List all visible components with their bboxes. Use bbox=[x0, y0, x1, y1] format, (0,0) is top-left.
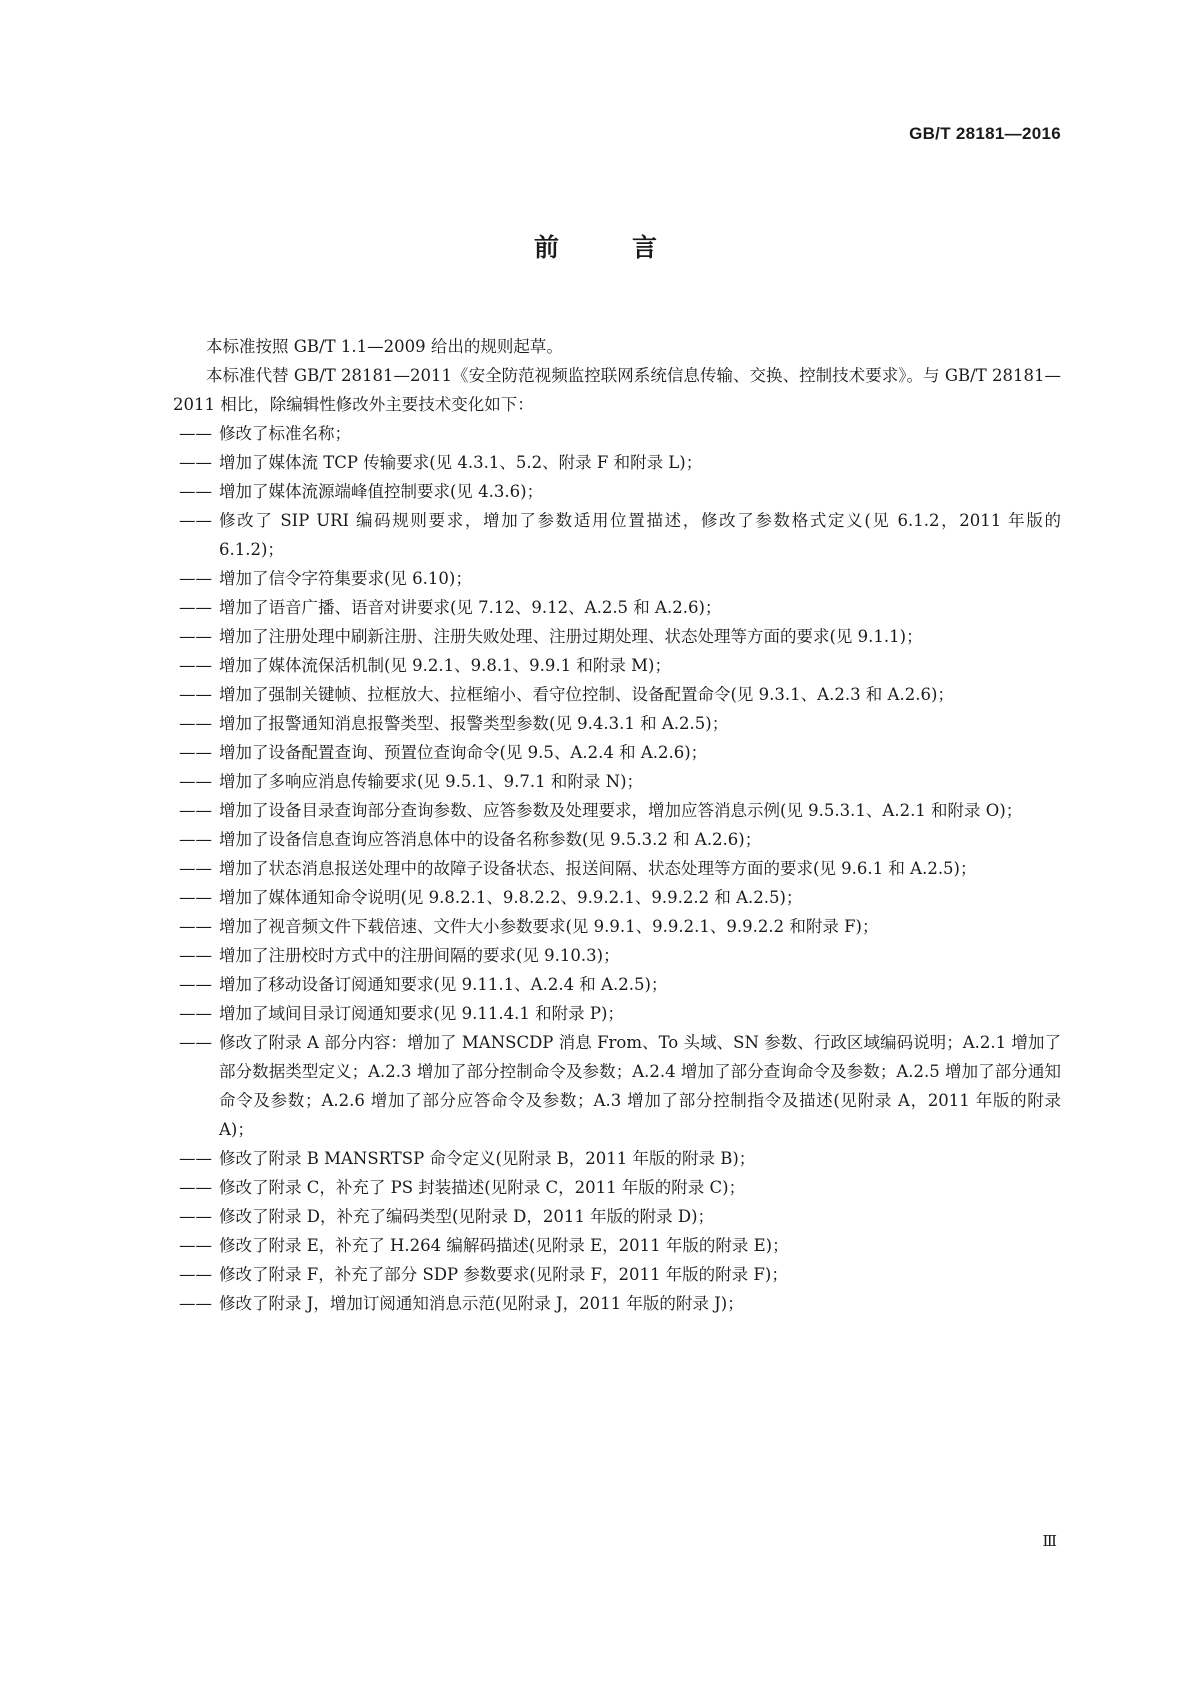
list-item-text: 增加了多响应消息传输要求(见 9.5.1、9.7.1 和附录 N)； bbox=[219, 772, 644, 791]
list-dash: —— bbox=[179, 1149, 212, 1168]
list-item-text: 增加了语音广播、语音对讲要求(见 7.12、9.12、A.2.5 和 A.2.6)； bbox=[219, 598, 722, 617]
list-item-text: 增加了视音频文件下载倍速、文件大小参数要求(见 9.9.1、9.9.2.1、9.9.2.2 和附录 F)； bbox=[219, 917, 879, 936]
list-item bbox=[174, 1028, 1061, 1144]
list-item bbox=[174, 564, 1061, 593]
list-item bbox=[174, 1260, 1061, 1289]
page-number: Ⅲ bbox=[1042, 1532, 1057, 1550]
list-item bbox=[174, 883, 1061, 912]
list-dash: —— bbox=[179, 714, 212, 733]
list-item-text: 修改了附录 E，补充了 H.264 编解码描述(见附录 E，2011 年版的附录 E)； bbox=[219, 1236, 789, 1255]
list-dash: —— bbox=[179, 801, 212, 820]
list-dash: —— bbox=[179, 1236, 212, 1255]
changes-list bbox=[174, 419, 1061, 1318]
list-item-text: 增加了设备信息查询应答消息体中的设备名称参数(见 9.5.3.2 和 A.2.6)； bbox=[219, 830, 762, 849]
list-item-text: 修改了 SIP URI 编码规则要求，增加了参数适用位置描述，修改了参数格式定义(见 6.1.2，2011 年版的 6.1.2)； bbox=[219, 511, 1061, 559]
list-dash: —— bbox=[179, 946, 212, 965]
list-dash: —— bbox=[179, 888, 212, 907]
paragraph: 本标准代替 GB/T 28181—2011《安全防范视频监控联网系统信息传输、交换、控制技术要求》。与 GB/T 28181—2011 相比，除编辑性修改外主要技术变化如下： bbox=[173, 366, 1061, 414]
list-item bbox=[174, 941, 1061, 970]
list-item-text: 增加了媒体流保活机制(见 9.2.1、9.8.1、9.9.1 和附录 M)； bbox=[219, 656, 671, 675]
list-dash: —— bbox=[179, 830, 212, 849]
document-body bbox=[174, 332, 1061, 1318]
list-item-text: 增加了状态消息报送处理中的故障子设备状态、报送间隔、状态处理等方面的要求(见 9.6.1 和 A.2.5)； bbox=[219, 859, 977, 878]
list-dash: —— bbox=[179, 1265, 212, 1284]
list-dash: —— bbox=[179, 1178, 212, 1197]
list-dash: —— bbox=[179, 424, 212, 443]
list-dash: —— bbox=[179, 975, 212, 994]
list-dash: —— bbox=[179, 772, 212, 791]
list-item bbox=[174, 1173, 1061, 1202]
list-item bbox=[174, 999, 1061, 1028]
list-item bbox=[174, 796, 1061, 825]
list-dash: —— bbox=[179, 453, 212, 472]
list-item-text: 增加了设备配置查询、预置位查询命令(见 9.5、A.2.4 和 A.2.6)； bbox=[219, 743, 708, 762]
list-item-text: 增加了媒体流 TCP 传输要求(见 4.3.1、5.2、附录 F 和附录 L)； bbox=[219, 453, 703, 472]
list-item-text: 修改了附录 A 部分内容：增加了 MANSCDP 消息 From、To 头域、SN 参数、行政区域编码说明；A.2.1 增加了部分数据类型定义；A.2.3 增加了部分控制命令及参数；A.2.4 增加了部分查询命令及参数；A.2.5 增加了部分通知命令及参数；A.2.6 增加了部分应答命令及参数；A.3 增加了部分控制指令及描述(见附录 A，2011 年版的附录 A)； bbox=[219, 1033, 1061, 1139]
list-item bbox=[174, 854, 1061, 883]
list-item-text: 修改了附录 F，补充了部分 SDP 参数要求(见附录 F，2011 年版的附录 F)； bbox=[219, 1265, 788, 1284]
list-item-text: 增加了报警通知消息报警类型、报警类型参数(见 9.4.3.1 和 A.2.5)； bbox=[219, 714, 729, 733]
list-item-text: 修改了附录 D，补充了编码类型(见附录 D，2011 年版的附录 D)； bbox=[219, 1207, 715, 1226]
list-dash: —— bbox=[179, 1033, 212, 1052]
list-item bbox=[174, 680, 1061, 709]
list-item-text: 增加了注册处理中刷新注册、注册失败处理、注册过期处理、状态处理等方面的要求(见 9.1.1)； bbox=[219, 627, 923, 646]
list-item bbox=[174, 593, 1061, 622]
list-item bbox=[174, 477, 1061, 506]
list-item bbox=[174, 738, 1061, 767]
list-item bbox=[174, 1289, 1061, 1318]
list-dash: —— bbox=[179, 685, 212, 704]
list-dash: —— bbox=[179, 598, 212, 617]
list-dash: —— bbox=[179, 917, 212, 936]
list-dash: —— bbox=[179, 1207, 212, 1226]
list-dash: —— bbox=[179, 482, 212, 501]
list-dash: —— bbox=[179, 1294, 212, 1313]
page-title: 前 言 bbox=[533, 233, 681, 262]
list-item-text: 修改了附录 B MANSRTSP 命令定义(见附录 B，2011 年版的附录 B)； bbox=[219, 1149, 756, 1168]
list-item-text: 修改了附录 C，补充了 PS 封装描述(见附录 C，2011 年版的附录 C)； bbox=[219, 1178, 746, 1197]
list-dash: —— bbox=[179, 1004, 212, 1023]
list-item bbox=[174, 825, 1061, 854]
list-item bbox=[174, 651, 1061, 680]
paragraph: 本标准按照 GB/T 1.1—2009 给出的规则起草。 bbox=[206, 337, 563, 356]
list-dash: —— bbox=[179, 511, 212, 530]
list-item bbox=[174, 912, 1061, 941]
list-item-text: 增加了媒体流源端峰值控制要求(见 4.3.6)； bbox=[219, 482, 544, 501]
list-dash: —— bbox=[179, 569, 212, 588]
list-item bbox=[174, 767, 1061, 796]
list-dash: —— bbox=[179, 743, 212, 762]
list-dash: —— bbox=[179, 656, 212, 675]
list-item bbox=[174, 622, 1061, 651]
list-item bbox=[174, 970, 1061, 999]
list-item bbox=[174, 1231, 1061, 1260]
list-item-text: 增加了信令字符集要求(见 6.10)； bbox=[219, 569, 472, 588]
standard-code: GB/T 28181—2016 bbox=[909, 124, 1061, 143]
list-item-text: 修改了标准名称； bbox=[219, 424, 351, 443]
list-item bbox=[174, 1144, 1061, 1173]
list-item-text: 修改了附录 J，增加订阅通知消息示范(见附录 J，2011 年版的附录 J)； bbox=[219, 1294, 744, 1313]
list-dash: —— bbox=[179, 859, 212, 878]
list-item-text: 增加了媒体通知命令说明(见 9.8.2.1、9.8.2.2、9.9.2.1、9.9.2.2 和 A.2.5)； bbox=[219, 888, 803, 907]
list-item bbox=[174, 419, 1061, 448]
list-item-text: 增加了移动设备订阅通知要求(见 9.11.1、A.2.4 和 A.2.5)； bbox=[219, 975, 668, 994]
list-item bbox=[174, 506, 1061, 564]
list-item-text: 增加了设备目录查询部分查询参数、应答参数及处理要求，增加应答消息示例(见 9.5.3.1、A.2.1 和附录 O)； bbox=[219, 801, 1023, 820]
list-item bbox=[174, 1202, 1061, 1231]
list-item-text: 增加了域间目录订阅通知要求(见 9.11.4.1 和附录 P)； bbox=[219, 1004, 624, 1023]
list-item-text: 增加了注册校时方式中的注册间隔的要求(见 9.10.3)； bbox=[219, 946, 620, 965]
list-dash: —— bbox=[179, 627, 212, 646]
list-item bbox=[174, 448, 1061, 477]
list-item-text: 增加了强制关键帧、拉框放大、拉框缩小、看守位控制、设备配置命令(见 9.3.1、A.2.3 和 A.2.6)； bbox=[219, 685, 954, 704]
list-item bbox=[174, 709, 1061, 738]
